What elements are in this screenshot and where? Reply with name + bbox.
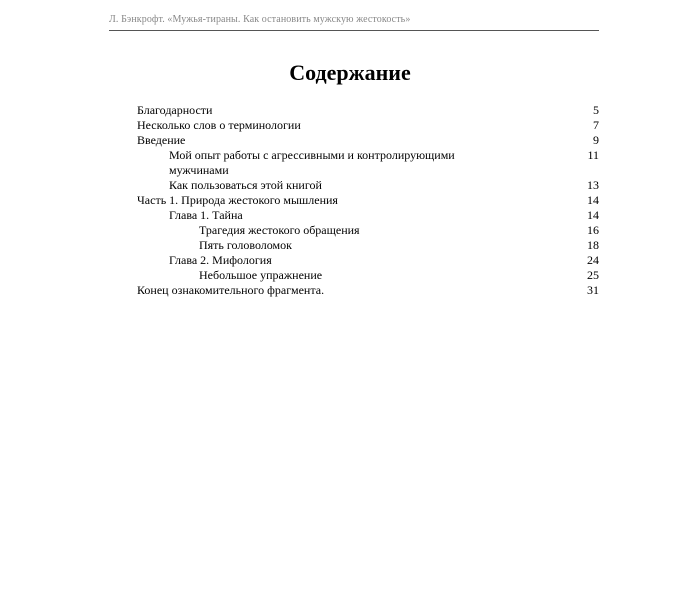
- toc-entry-page: 14: [587, 208, 599, 222]
- toc-entry-label: Небольшое упражнение: [199, 268, 323, 282]
- toc-entry-page: 25: [587, 268, 599, 282]
- toc-entry-page: 31: [587, 283, 599, 297]
- toc-entry-page: 24: [587, 253, 599, 267]
- toc-entry[interactable]: [137, 253, 599, 268]
- toc-entry[interactable]: [137, 283, 599, 298]
- toc-entry-page: 7: [593, 118, 599, 132]
- toc-title: Содержание: [289, 60, 411, 85]
- toc-entry-label: Введение: [137, 133, 186, 147]
- toc-entry-label: Трагедия жестокого обращения: [199, 223, 360, 237]
- toc-entry[interactable]: [137, 193, 599, 208]
- toc-entry-label: Мой опыт работы с агрессивными и контролирующими мужчинами: [169, 148, 455, 177]
- toc-entry-page: 16: [587, 223, 599, 237]
- table-of-contents: [137, 103, 599, 298]
- toc-entry-page: 13: [587, 178, 599, 192]
- running-header: Л. Бэнкрофт. «Мужья-тираны. Как остановить мужскую жестокость»: [109, 14, 411, 25]
- toc-entry[interactable]: [137, 148, 599, 178]
- toc-entry-label: Глава 2. Мифология: [169, 253, 272, 267]
- toc-entry-label: Благодарности: [137, 103, 213, 117]
- toc-entry-page: 18: [587, 238, 599, 252]
- toc-entry-label: Часть 1. Природа жестокого мышления: [137, 193, 338, 207]
- toc-entry-page: 11: [587, 148, 599, 162]
- toc-entry-label: Как пользоваться этой книгой: [169, 178, 322, 192]
- toc-entry-page: 9: [593, 133, 599, 147]
- toc-entry[interactable]: [137, 118, 599, 133]
- toc-entry[interactable]: [137, 268, 599, 283]
- toc-entry-label: Глава 1. Тайна: [169, 208, 243, 222]
- toc-entry[interactable]: [137, 223, 599, 238]
- toc-entry[interactable]: [137, 103, 599, 118]
- toc-entry[interactable]: [137, 208, 599, 223]
- toc-entry-page: 5: [593, 103, 599, 117]
- header-divider: [109, 30, 599, 31]
- toc-entry-page: 14: [587, 193, 599, 207]
- toc-entry-label: Пять головоломок: [199, 238, 292, 252]
- toc-entry[interactable]: [137, 178, 599, 193]
- toc-entry-label: Конец ознакомительного фрагмента.: [137, 283, 325, 297]
- toc-entry-label: Несколько слов о терминологии: [137, 118, 301, 132]
- toc-entry[interactable]: [137, 238, 599, 253]
- toc-entry[interactable]: [137, 133, 599, 148]
